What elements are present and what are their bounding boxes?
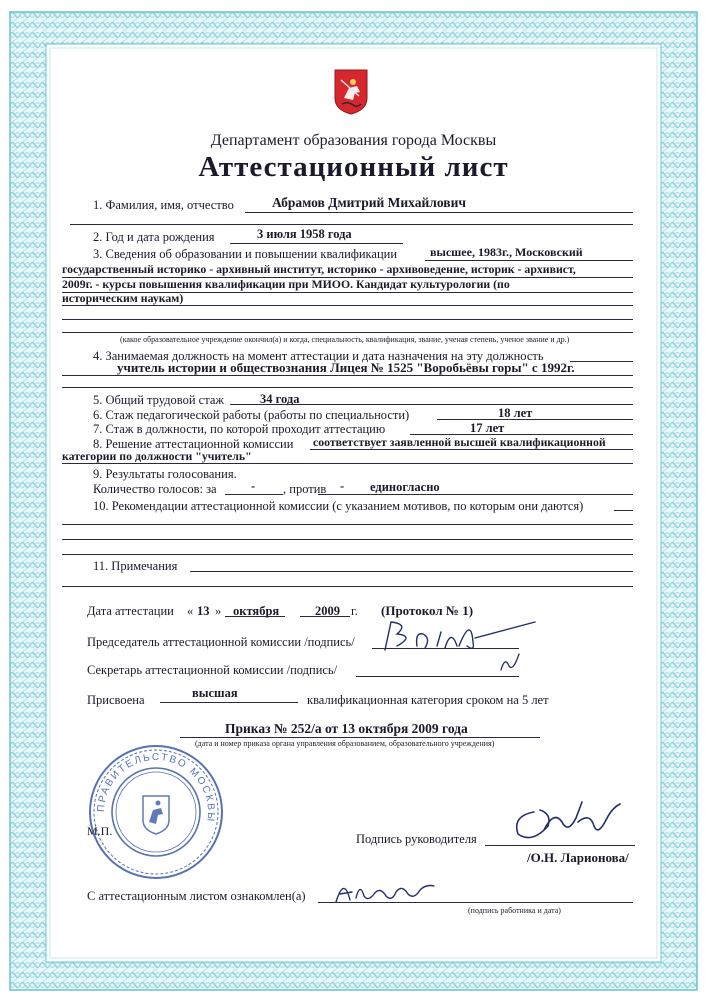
birth-label: 2. Год и дата рождения bbox=[93, 230, 215, 244]
notes-label: 11. Примечания bbox=[93, 559, 178, 573]
position-line-1 bbox=[570, 361, 633, 362]
recommendations-line-3 bbox=[62, 539, 633, 540]
education-line-1 bbox=[425, 260, 633, 261]
votes-middle: , против bbox=[283, 482, 327, 496]
votes-prefix: Количество голосов: за bbox=[93, 482, 217, 496]
birth-line bbox=[230, 243, 403, 244]
department-name: Департамент образования города Москвы bbox=[210, 132, 497, 149]
total-experience-label: 5. Общий трудовой стаж bbox=[93, 393, 225, 407]
document-title: Аттестационный лист bbox=[198, 151, 509, 183]
attestation-day: 13 bbox=[197, 604, 210, 618]
fio-label: 1. Фамилия, имя, отчество bbox=[93, 198, 234, 212]
education-value-3: 2009г. - курсы повышения квалификации при МИОО. Кандидат культурологии (по bbox=[62, 277, 510, 291]
attestation-year: 2009 bbox=[315, 604, 340, 618]
decision-value-1: соответствует заявленной высшей квалификационной bbox=[313, 435, 606, 449]
order-line bbox=[180, 737, 540, 738]
decision-value-2: категории по должности "учитель" bbox=[62, 449, 252, 463]
stamp-ring-text: ПРАВИТЕЛЬСТВО МОСКВЫ bbox=[95, 751, 217, 824]
chair-label: Председатель аттестационной комиссии /подпись/ bbox=[87, 635, 355, 649]
official-stamp bbox=[86, 742, 226, 882]
pedagogical-experience-value: 18 лет bbox=[498, 406, 533, 420]
position-experience-label: 7. Стаж в должности, по которой проходит аттестацию bbox=[93, 422, 386, 436]
acquainted-hint: (подпись работника и дата) bbox=[468, 906, 561, 915]
fio-line-2 bbox=[70, 224, 633, 225]
pedagogical-experience-label: 6. Стаж педагогической работы (работы по специальности) bbox=[93, 408, 410, 422]
votes-for-line bbox=[225, 494, 283, 495]
quote-close: » bbox=[215, 604, 222, 618]
recommendations-line-2 bbox=[62, 524, 633, 525]
education-value-4: историческим наукам) bbox=[62, 291, 184, 305]
fio-value: Абрамов Дмитрий Михайлович bbox=[272, 195, 466, 210]
total-experience-line bbox=[230, 404, 633, 405]
assigned-line bbox=[160, 702, 298, 703]
moscow-coat-of-arms-icon bbox=[333, 68, 369, 115]
assigned-label: Присвоена bbox=[87, 693, 145, 707]
total-experience-value: 34 года bbox=[260, 392, 300, 406]
secretary-sign-line bbox=[356, 676, 519, 677]
acquainted-label: С аттестационным листом ознакомлен(а) bbox=[87, 889, 306, 903]
position-line-3 bbox=[62, 387, 633, 388]
quote-open: « bbox=[187, 604, 194, 618]
education-line-4 bbox=[62, 305, 633, 306]
votes-result-value: единогласно bbox=[370, 480, 440, 494]
decision-line-2 bbox=[62, 463, 633, 464]
position-label: 4. Занимаемая должность на момент аттестации и дата назначения на эту должность bbox=[93, 349, 544, 363]
notes-line-2 bbox=[62, 586, 633, 587]
recommendations-line-4 bbox=[62, 554, 633, 555]
employee-signature bbox=[330, 872, 440, 908]
assigned-tail: квалификационная категория сроком на 5 лет bbox=[307, 693, 549, 707]
pedagogical-experience-line bbox=[437, 419, 633, 420]
votes-for-value: - bbox=[251, 479, 256, 493]
education-value-1: высшее, 1983г., Московский bbox=[430, 245, 583, 259]
recommendations-line-1 bbox=[614, 510, 633, 511]
education-hint: (какое образовательное учреждение окончил(а) и когда, специальность, квалификация, звание, ученая степень, ученое звание и др.) bbox=[120, 335, 570, 344]
secretary-signature bbox=[495, 648, 525, 674]
birth-value: 3 июля 1958 года bbox=[257, 227, 352, 241]
education-label: 3. Сведения об образовании и повышении квалификации bbox=[93, 247, 398, 261]
position-line-2 bbox=[62, 375, 633, 376]
attestation-month-line bbox=[225, 616, 285, 617]
fio-line bbox=[245, 212, 633, 213]
head-name: /О.Н. Ларионова/ bbox=[527, 850, 629, 865]
protocol-number: (Протокол № 1) bbox=[381, 603, 474, 618]
votes-against-value: - bbox=[340, 479, 345, 493]
decision-line-1 bbox=[310, 449, 633, 450]
secretary-label: Секретарь аттестационной комиссии /подпись/ bbox=[87, 663, 338, 677]
attestation-year-suffix: г. bbox=[351, 604, 358, 618]
head-signature-label: Подпись руководителя bbox=[356, 832, 477, 846]
votes-line bbox=[318, 494, 633, 495]
order-hint: (дата и номер приказа органа управления образованием, образовательного учреждения) bbox=[195, 739, 495, 748]
seal-place-label: М.П. bbox=[87, 824, 113, 838]
order-value: Приказ № 252/а от 13 октября 2009 года bbox=[225, 721, 468, 736]
attestation-date-label: Дата аттестации bbox=[87, 604, 174, 618]
attestation-year-line bbox=[300, 616, 350, 617]
recommendations-label: 10. Рекомендации аттестационной комиссии (с указанием мотивов, по которым они даются) bbox=[93, 499, 584, 513]
notes-line-1 bbox=[190, 571, 633, 572]
assigned-category: высшая bbox=[192, 686, 238, 700]
education-line-6 bbox=[62, 332, 633, 333]
vote-label: 9. Результаты голосования. bbox=[93, 467, 237, 481]
decision-label: 8. Решение аттестационной комиссии bbox=[93, 437, 294, 451]
education-line-5 bbox=[62, 319, 633, 320]
position-experience-value: 17 лет bbox=[470, 421, 505, 435]
education-value-2: государственный историко - архивный институт, историко - архивоведение, историк - архивист, bbox=[62, 262, 576, 276]
head-signature bbox=[508, 792, 628, 850]
position-value: учитель истории и обществознания Лицея № 1525 "Воробьёвы горы" с 1992г. bbox=[117, 360, 575, 375]
attestation-month: октября bbox=[233, 604, 280, 618]
